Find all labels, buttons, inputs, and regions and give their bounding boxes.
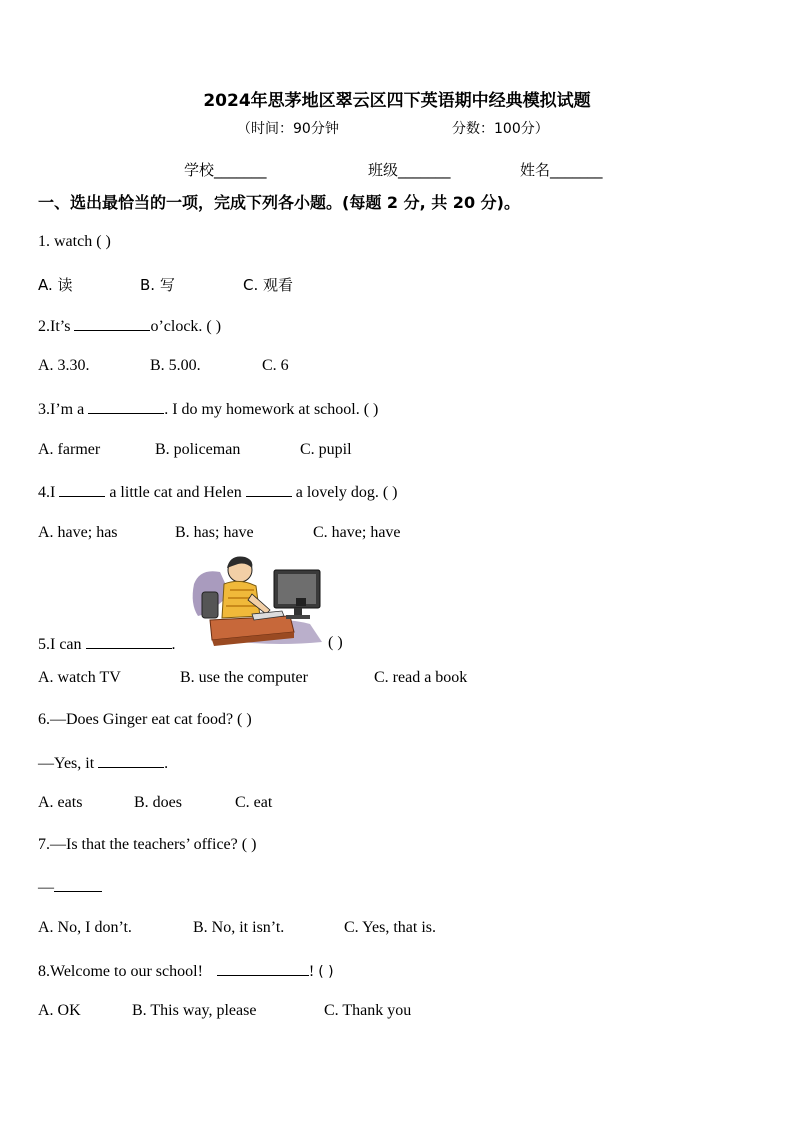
question-6-answer-line <box>38 753 168 773</box>
q3-option-c[interactable]: C. pupil <box>300 441 352 458</box>
question-6: 6.—Does Ginger eat cat food? ( ) <box>38 711 252 728</box>
q7-option-b[interactable]: B. No, it isn’t. <box>193 919 285 936</box>
q8-blank[interactable] <box>217 961 309 976</box>
q1-option-c[interactable]: C. 观看 <box>243 276 294 294</box>
q8-option-c[interactable]: C. Thank you <box>324 1002 412 1019</box>
q2-option-b[interactable]: B. 5.00. <box>150 357 201 374</box>
q2-option-c[interactable]: C. 6 <box>262 357 289 374</box>
q5-option-c[interactable]: C. read a book <box>374 669 468 686</box>
q7-option-a[interactable]: A. No, I don’t. <box>38 919 132 936</box>
section-heading: 一、选出最恰当的一项，完成下列各小题。(每题 2 分, 共 20 分)。 <box>38 193 520 212</box>
q7-blank[interactable] <box>54 877 102 892</box>
q4-option-c[interactable]: C. have; have <box>313 524 401 541</box>
q4-blank-2[interactable] <box>246 482 292 497</box>
class-field[interactable]: 班级_______ <box>368 161 451 179</box>
q3-option-a[interactable]: A. farmer <box>38 441 101 458</box>
question-4 <box>38 482 397 502</box>
q6-option-c[interactable]: C. eat <box>235 794 273 811</box>
q4-stem-c: a lovely dog. ( ) <box>295 484 398 501</box>
q2-stem-a: 2.It’s <box>38 318 71 335</box>
q4-option-b[interactable]: B. has; have <box>175 524 254 541</box>
q8-answer-paren[interactable]: ( ) <box>318 964 334 980</box>
q5-stem-b: . <box>171 636 176 653</box>
name-field[interactable]: 姓名_______ <box>520 161 603 179</box>
question-1: 1. watch ( ) <box>38 233 111 250</box>
q8-stem-b: ! <box>308 963 315 980</box>
q3-option-b[interactable]: B. policeman <box>155 441 241 458</box>
q4-option-a[interactable]: A. have; has <box>38 524 118 541</box>
question-8 <box>38 961 334 981</box>
q3-blank[interactable] <box>88 399 164 414</box>
boy-using-computer-illustration <box>190 554 330 646</box>
q1-option-b[interactable]: B. 写 <box>140 276 175 294</box>
exam-time: （时间：90分钟 <box>237 121 339 137</box>
school-field[interactable]: 学校_______ <box>184 161 267 179</box>
question-3 <box>38 399 378 419</box>
page-title: 2024年思茅地区翠云区四下英语期中经典模拟试题 <box>203 91 591 111</box>
question-7-answer-line <box>38 877 102 897</box>
q8-option-a[interactable]: A. OK <box>38 1002 81 1019</box>
q5-blank[interactable] <box>86 634 172 649</box>
q3-stem-b: . I do my homework at school. ( ) <box>164 401 379 418</box>
q2-stem-b: o’clock. ( ) <box>150 318 222 335</box>
q4-stem-b: a little cat and Helen <box>109 484 242 501</box>
q6-option-a[interactable]: A. eats <box>38 794 83 811</box>
q6-option-b[interactable]: B. does <box>134 794 182 811</box>
exam-score: 分数：100分） <box>452 121 549 137</box>
q4-stem-a: 4.I <box>38 484 56 501</box>
q8-option-b[interactable]: B. This way, please <box>132 1002 257 1019</box>
q7-stem2-a: — <box>38 879 54 896</box>
q1-option-a[interactable]: A. 读 <box>38 276 73 294</box>
q4-blank-1[interactable] <box>59 482 105 497</box>
q2-blank[interactable] <box>74 316 150 331</box>
q3-stem-a: 3.I’m a <box>38 401 85 418</box>
q8-stem-a: 8.Welcome to our school! <box>38 963 203 980</box>
q2-option-a[interactable]: A. 3.30. <box>38 357 90 374</box>
q5-answer-paren[interactable]: ( ) <box>328 634 343 651</box>
question-2 <box>38 316 221 336</box>
q5-option-a[interactable]: A. watch TV <box>38 669 121 686</box>
q6-stem2-a: —Yes, it <box>38 755 95 772</box>
q5-option-b[interactable]: B. use the computer <box>180 669 308 686</box>
q5-stem-a: 5.I can <box>38 636 82 653</box>
question-5 <box>38 634 176 654</box>
q6-stem2-b: . <box>164 755 169 772</box>
q7-option-c[interactable]: C. Yes, that is. <box>344 919 437 936</box>
question-7: 7.—Is that the teachers’ office? ( ) <box>38 836 257 853</box>
q6-blank[interactable] <box>98 753 164 768</box>
